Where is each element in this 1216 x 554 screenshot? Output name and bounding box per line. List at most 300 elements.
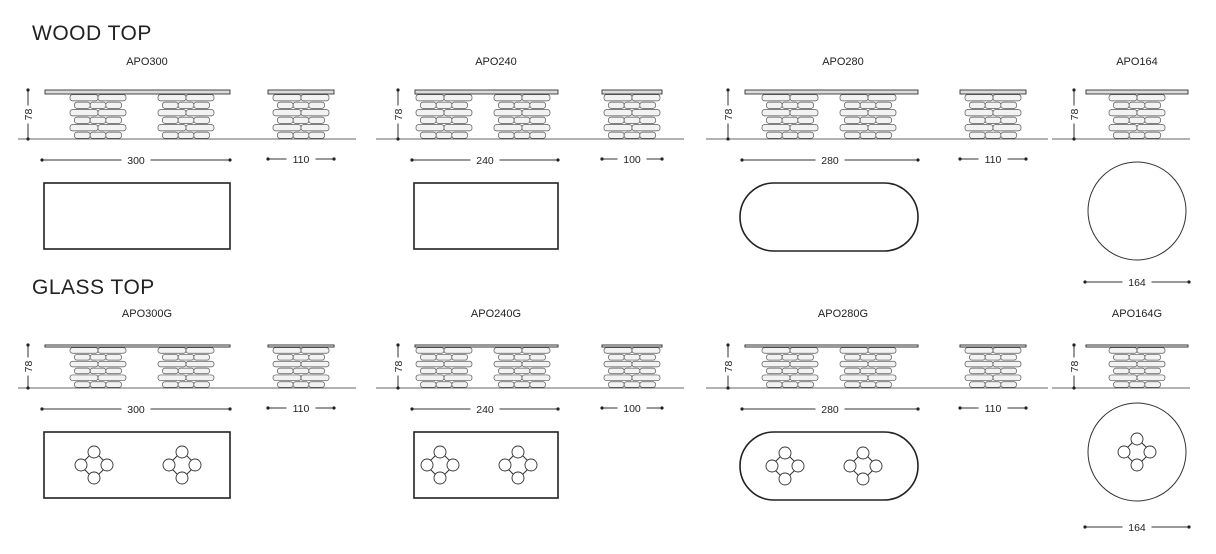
brick: [782, 354, 798, 360]
brick: [766, 117, 782, 123]
brick: [162, 117, 178, 123]
pedestal: [273, 95, 329, 139]
brick: [969, 354, 985, 360]
brick: [436, 102, 452, 108]
dimension-label: 100: [623, 403, 641, 415]
section-title-wood-top: WOOD TOP: [32, 22, 152, 45]
glass-support-fitting: [75, 446, 113, 484]
brick: [965, 348, 993, 354]
brick: [640, 354, 656, 360]
brick: [798, 354, 814, 360]
fitting-circle: [75, 459, 87, 471]
brick: [790, 375, 818, 381]
brick: [1109, 361, 1137, 367]
brick: [444, 361, 472, 367]
brick: [985, 382, 1001, 388]
glass-support-fitting: [844, 447, 882, 485]
brick: [798, 102, 814, 108]
dimension-tick: [958, 406, 961, 409]
brick: [860, 368, 876, 374]
brick: [301, 110, 329, 116]
brick: [309, 382, 325, 388]
fitting-circle: [88, 446, 100, 458]
fitting-circle: [1131, 433, 1143, 445]
brick: [1001, 382, 1017, 388]
brick: [1113, 354, 1129, 360]
dimension-tick: [916, 158, 919, 161]
pedestal: [494, 348, 550, 388]
pedestal: [604, 348, 660, 388]
brick: [790, 348, 818, 354]
brick: [273, 361, 301, 367]
brick: [178, 132, 194, 138]
brick: [860, 382, 876, 388]
brick: [840, 95, 868, 101]
fitting-circle: [779, 473, 791, 485]
brick: [985, 354, 1001, 360]
dimension-tick: [1083, 525, 1086, 528]
brick: [277, 132, 293, 138]
brick: [969, 117, 985, 123]
brick: [158, 125, 186, 131]
brick: [840, 110, 868, 116]
brick: [90, 368, 106, 374]
brick: [420, 382, 436, 388]
brick: [70, 361, 98, 367]
dimension-tick: [916, 407, 919, 410]
brick: [416, 348, 444, 354]
table-top-elevation: [745, 345, 918, 347]
brick: [1109, 348, 1137, 354]
brick: [158, 361, 186, 367]
brick: [436, 117, 452, 123]
brick: [868, 125, 896, 131]
brick: [844, 368, 860, 374]
brick: [186, 361, 214, 367]
brick: [1137, 125, 1165, 131]
brick: [498, 354, 514, 360]
brick: [498, 368, 514, 374]
brick: [782, 382, 798, 388]
brick: [522, 95, 550, 101]
height-label: 78: [23, 108, 35, 121]
brick: [985, 368, 1001, 374]
brick: [766, 102, 782, 108]
table-top-elevation: [1086, 345, 1188, 347]
brick: [514, 102, 530, 108]
brick: [277, 354, 293, 360]
brick: [1145, 354, 1161, 360]
brick: [194, 354, 210, 360]
fitting-circle: [88, 472, 100, 484]
brick: [416, 125, 444, 131]
brick: [514, 117, 530, 123]
glass-support-fitting: [499, 446, 537, 484]
brick: [985, 102, 1001, 108]
brick: [1145, 368, 1161, 374]
brick: [798, 368, 814, 374]
brick: [530, 132, 546, 138]
table-top-elevation: [415, 90, 558, 94]
brick: [293, 132, 309, 138]
brick: [162, 354, 178, 360]
dimension-label: 110: [984, 403, 1002, 415]
brick: [1129, 117, 1145, 123]
brick: [965, 361, 993, 367]
brick: [494, 361, 522, 367]
dimension-label: 110: [292, 154, 310, 166]
brick: [844, 117, 860, 123]
brick: [158, 348, 186, 354]
brick: [98, 95, 126, 101]
brick: [452, 368, 468, 374]
model-apo300g: [18, 308, 356, 498]
table-top-side-elevation: [268, 345, 334, 347]
brick: [766, 382, 782, 388]
brick: [186, 375, 214, 381]
brick: [514, 368, 530, 374]
plan-view-rectangle: [414, 183, 558, 249]
table-top-elevation: [45, 90, 230, 94]
brick: [876, 368, 892, 374]
brick: [74, 354, 90, 360]
dimension-tick: [26, 386, 29, 389]
dimension-tick: [228, 407, 231, 410]
brick: [70, 125, 98, 131]
brick: [985, 132, 1001, 138]
dimension-tick: [1083, 280, 1086, 283]
model-apo164: [1052, 56, 1191, 289]
plan-view-oval: [740, 183, 918, 251]
brick: [604, 95, 632, 101]
brick: [1129, 102, 1145, 108]
brick: [194, 382, 210, 388]
model-apo240: [376, 56, 684, 249]
dimension-tick: [396, 88, 399, 91]
brick: [514, 382, 530, 388]
dimension-tick: [600, 157, 603, 160]
pedestal: [273, 348, 329, 388]
brick: [624, 102, 640, 108]
dimension-tick: [266, 157, 269, 160]
brick: [74, 132, 90, 138]
brick: [273, 375, 301, 381]
brick: [632, 110, 660, 116]
brick: [1137, 95, 1165, 101]
dimension-label: 280: [821, 155, 839, 167]
brick: [436, 354, 452, 360]
brick: [420, 132, 436, 138]
pedestal: [840, 95, 896, 139]
brick: [604, 375, 632, 381]
glass-support-fitting: [1118, 433, 1156, 471]
brick: [1001, 117, 1017, 123]
brick: [494, 125, 522, 131]
brick: [90, 117, 106, 123]
brick: [301, 361, 329, 367]
dimension-tick: [1072, 386, 1075, 389]
brick: [762, 110, 790, 116]
brick: [416, 375, 444, 381]
dimension-tick: [332, 406, 335, 409]
brick: [178, 382, 194, 388]
pedestal: [965, 95, 1021, 139]
fitting-circle: [101, 459, 113, 471]
brick: [70, 110, 98, 116]
brick: [498, 382, 514, 388]
brick: [632, 348, 660, 354]
brick: [868, 348, 896, 354]
brick: [158, 110, 186, 116]
brick: [522, 375, 550, 381]
brick: [624, 132, 640, 138]
brick: [766, 132, 782, 138]
dimension-tick: [332, 157, 335, 160]
brick: [632, 375, 660, 381]
model-apo280: [706, 56, 1048, 251]
brick: [277, 117, 293, 123]
brick: [416, 95, 444, 101]
brick: [640, 368, 656, 374]
brick: [965, 110, 993, 116]
fitting-circle: [766, 460, 778, 472]
height-label: 78: [1069, 108, 1081, 121]
dimension-tick: [556, 407, 559, 410]
brick: [309, 102, 325, 108]
brick: [194, 117, 210, 123]
table-top-elevation: [415, 345, 558, 347]
brick: [530, 382, 546, 388]
brick: [762, 375, 790, 381]
brick: [640, 132, 656, 138]
pedestal: [604, 95, 660, 139]
brick: [876, 102, 892, 108]
dimension-tick: [1072, 88, 1075, 91]
brick: [1129, 354, 1145, 360]
dimension-tick: [600, 406, 603, 409]
fitting-circle: [1118, 446, 1130, 458]
table-top-side-elevation: [602, 345, 662, 347]
brick: [98, 375, 126, 381]
dimension-tick: [40, 407, 43, 410]
brick: [608, 132, 624, 138]
brick: [301, 95, 329, 101]
brick: [782, 102, 798, 108]
brick: [608, 102, 624, 108]
brick: [640, 117, 656, 123]
brick: [98, 125, 126, 131]
brick: [444, 348, 472, 354]
fitting-circle: [525, 459, 537, 471]
brick: [436, 382, 452, 388]
brick: [452, 354, 468, 360]
brick: [293, 102, 309, 108]
brick: [186, 110, 214, 116]
fitting-circle: [163, 459, 175, 471]
dimension-tick: [740, 407, 743, 410]
brick: [624, 382, 640, 388]
brick: [530, 117, 546, 123]
fitting-circle: [857, 447, 869, 459]
pedestal: [965, 348, 1021, 388]
brick: [194, 132, 210, 138]
table-top-elevation: [745, 90, 918, 94]
dimension-tick: [726, 137, 729, 140]
model-apo240g: [376, 308, 684, 498]
model-code-label: APO300: [126, 56, 168, 68]
table-top-elevation: [45, 345, 230, 347]
brick: [868, 375, 896, 381]
brick: [194, 102, 210, 108]
dimension-tick: [396, 137, 399, 140]
brick: [790, 110, 818, 116]
brick: [494, 95, 522, 101]
model-code-label: APO164G: [1111, 308, 1163, 320]
brick: [985, 117, 1001, 123]
table-top-side-elevation: [602, 90, 662, 94]
fitting-circle: [844, 460, 856, 472]
dimension-label: 240: [476, 155, 494, 167]
height-label: 78: [1069, 360, 1081, 373]
brick: [1129, 132, 1145, 138]
brick: [840, 125, 868, 131]
brick: [762, 361, 790, 367]
brick: [1109, 110, 1137, 116]
dimension-label: 300: [127, 155, 145, 167]
brick: [762, 348, 790, 354]
brick: [1137, 361, 1165, 367]
brick: [158, 95, 186, 101]
dimension-tick: [410, 407, 413, 410]
dimension-tick: [556, 158, 559, 161]
brick: [868, 95, 896, 101]
brick: [90, 102, 106, 108]
dimension-tick: [660, 157, 663, 160]
brick: [273, 348, 301, 354]
brick: [762, 125, 790, 131]
brick: [1145, 117, 1161, 123]
brick: [965, 95, 993, 101]
model-code-label: APO164: [1116, 56, 1158, 68]
brick: [273, 95, 301, 101]
brick: [293, 354, 309, 360]
brick: [522, 348, 550, 354]
pedestal: [158, 348, 214, 388]
dimension-tick: [1072, 343, 1075, 346]
brick: [798, 132, 814, 138]
brick: [436, 368, 452, 374]
model-code-label: APO300G: [121, 308, 173, 320]
dimension-tick: [266, 406, 269, 409]
brick: [452, 132, 468, 138]
brick: [178, 117, 194, 123]
brick: [624, 117, 640, 123]
brick: [790, 125, 818, 131]
brick: [494, 348, 522, 354]
brick: [965, 125, 993, 131]
fitting-circle: [1144, 446, 1156, 458]
brick: [840, 375, 868, 381]
brick: [74, 117, 90, 123]
brick: [162, 368, 178, 374]
brick: [106, 102, 122, 108]
dimension-tick: [410, 158, 413, 161]
dimension-label: 110: [292, 403, 310, 415]
brick: [178, 354, 194, 360]
brick: [522, 361, 550, 367]
glass-support-fitting: [766, 447, 804, 485]
brick: [162, 382, 178, 388]
fitting-circle: [434, 446, 446, 458]
brick: [1113, 117, 1129, 123]
brick: [1129, 382, 1145, 388]
pedestal: [494, 95, 550, 139]
brick: [98, 110, 126, 116]
brick: [1113, 368, 1129, 374]
brick: [106, 354, 122, 360]
brick: [74, 102, 90, 108]
height-label: 78: [393, 108, 405, 121]
brick: [860, 132, 876, 138]
brick: [640, 102, 656, 108]
brick: [844, 132, 860, 138]
dimension-tick: [740, 158, 743, 161]
brick: [1145, 102, 1161, 108]
pedestal: [416, 348, 472, 388]
brick: [309, 132, 325, 138]
brick: [1109, 95, 1137, 101]
brick: [608, 382, 624, 388]
dimension-tick: [958, 157, 961, 160]
brick: [762, 95, 790, 101]
brick: [416, 110, 444, 116]
brick: [420, 102, 436, 108]
fitting-circle: [176, 472, 188, 484]
brick: [420, 368, 436, 374]
brick: [1001, 368, 1017, 374]
brick: [604, 125, 632, 131]
fitting-circle: [447, 459, 459, 471]
brick: [301, 375, 329, 381]
brick: [1145, 132, 1161, 138]
dimension-tick: [1187, 525, 1190, 528]
dimension-tick: [40, 158, 43, 161]
brick: [498, 102, 514, 108]
brick: [632, 361, 660, 367]
brick: [452, 102, 468, 108]
brick: [98, 361, 126, 367]
brick: [530, 102, 546, 108]
brick: [993, 95, 1021, 101]
brick: [604, 348, 632, 354]
dimension-tick: [726, 88, 729, 91]
pedestal: [762, 95, 818, 139]
model-code-label: APO280: [822, 56, 864, 68]
brick: [194, 368, 210, 374]
brick: [74, 382, 90, 388]
height-label: 78: [393, 360, 405, 373]
dimension-tick: [396, 386, 399, 389]
brick: [514, 354, 530, 360]
brick: [301, 348, 329, 354]
table-top-side-elevation: [268, 90, 334, 94]
brick: [993, 125, 1021, 131]
dimension-tick: [1024, 157, 1027, 160]
brick: [106, 368, 122, 374]
brick: [1137, 110, 1165, 116]
brick: [608, 368, 624, 374]
brick: [840, 348, 868, 354]
